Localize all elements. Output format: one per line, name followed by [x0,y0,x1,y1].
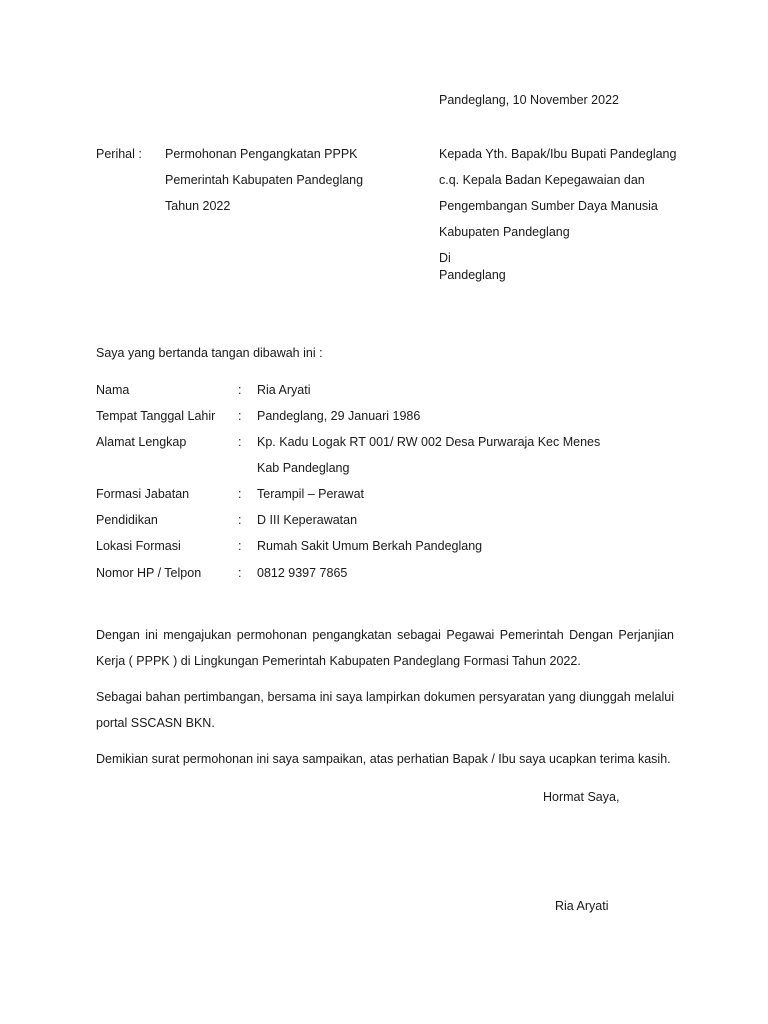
place-date: Pandeglang, 10 November 2022 [439,93,619,107]
identity-value-birth: Pandeglang, 29 Januari 1986 [257,409,421,423]
identity-sep: : [238,409,242,423]
body-paragraph-2: Sebagai bahan pertimbangan, bersama ini saya lampirkan dokumen persyaratan yang diunggah melalui portal SSCASN BKN. [96,690,674,730]
identity-label-name: Nama [96,383,130,397]
body-paragraph-3: Demikian surat permohonan ini saya sampaikan, atas perhatian Bapak / Ibu saya ucapkan terima kasih. [96,752,671,766]
subject-line-1: Permohonan Pengangkatan PPPK [165,147,358,161]
identity-label-education: Pendidikan [96,513,158,527]
identity-sep: : [238,383,242,397]
recipient-line-6: Pandeglang [439,268,506,282]
identity-sep: : [238,539,242,553]
intro-text: Saya yang bertanda tangan dibawah ini : [96,346,323,360]
recipient-line-4: Kabupaten Pandeglang [439,225,570,239]
signer-name: Ria Aryati [555,899,609,913]
identity-value-position: Terampil – Perawat [257,487,364,501]
identity-label-birth: Tempat Tanggal Lahir [96,409,216,423]
recipient-line-5: Di [439,251,451,265]
identity-sep: : [238,513,242,527]
subject-label: Perihal : [96,147,142,161]
recipient-line-2: c.q. Kepala Badan Kepegawaian dan [439,173,645,187]
closing-text: Hormat Saya, [543,790,620,804]
identity-sep: : [238,435,242,449]
body-paragraph-1: Dengan ini mengajukan permohonan pengangkatan sebagai Pegawai Pemerintah Dengan Perjanjian Kerja ( PPPK ) di Lingkungan Pemerintah Kabupaten Pandeglang Formasi Tahun 2022. [96,628,674,668]
identity-sep: : [238,566,242,580]
identity-value-name: Ria Aryati [257,383,311,397]
identity-value-address: Kp. Kadu Logak RT 001/ RW 002 Desa Purwaraja Kec Menes [257,435,601,449]
subject-line-2: Pemerintah Kabupaten Pandeglang [165,173,364,187]
identity-label-location: Lokasi Formasi [96,539,181,553]
identity-value-location: Rumah Sakit Umum Berkah Pandeglang [257,539,483,553]
identity-sep: : [238,487,242,501]
identity-label-address: Alamat Lengkap [96,435,187,449]
recipient-line-1: Kepada Yth. Bapak/Ibu Bupati Pandeglang [439,147,677,161]
recipient-line-3: Pengembangan Sumber Daya Manusia [439,199,658,213]
identity-value-education: D III Keperawatan [257,513,358,527]
identity-value-phone: 0812 9397 7865 [257,566,348,580]
subject-line-3: Tahun 2022 [165,199,231,213]
identity-value-address-2: Kab Pandeglang [257,461,350,475]
identity-label-phone: Nomor HP / Telpon [96,566,202,580]
identity-label-position: Formasi Jabatan [96,487,190,501]
